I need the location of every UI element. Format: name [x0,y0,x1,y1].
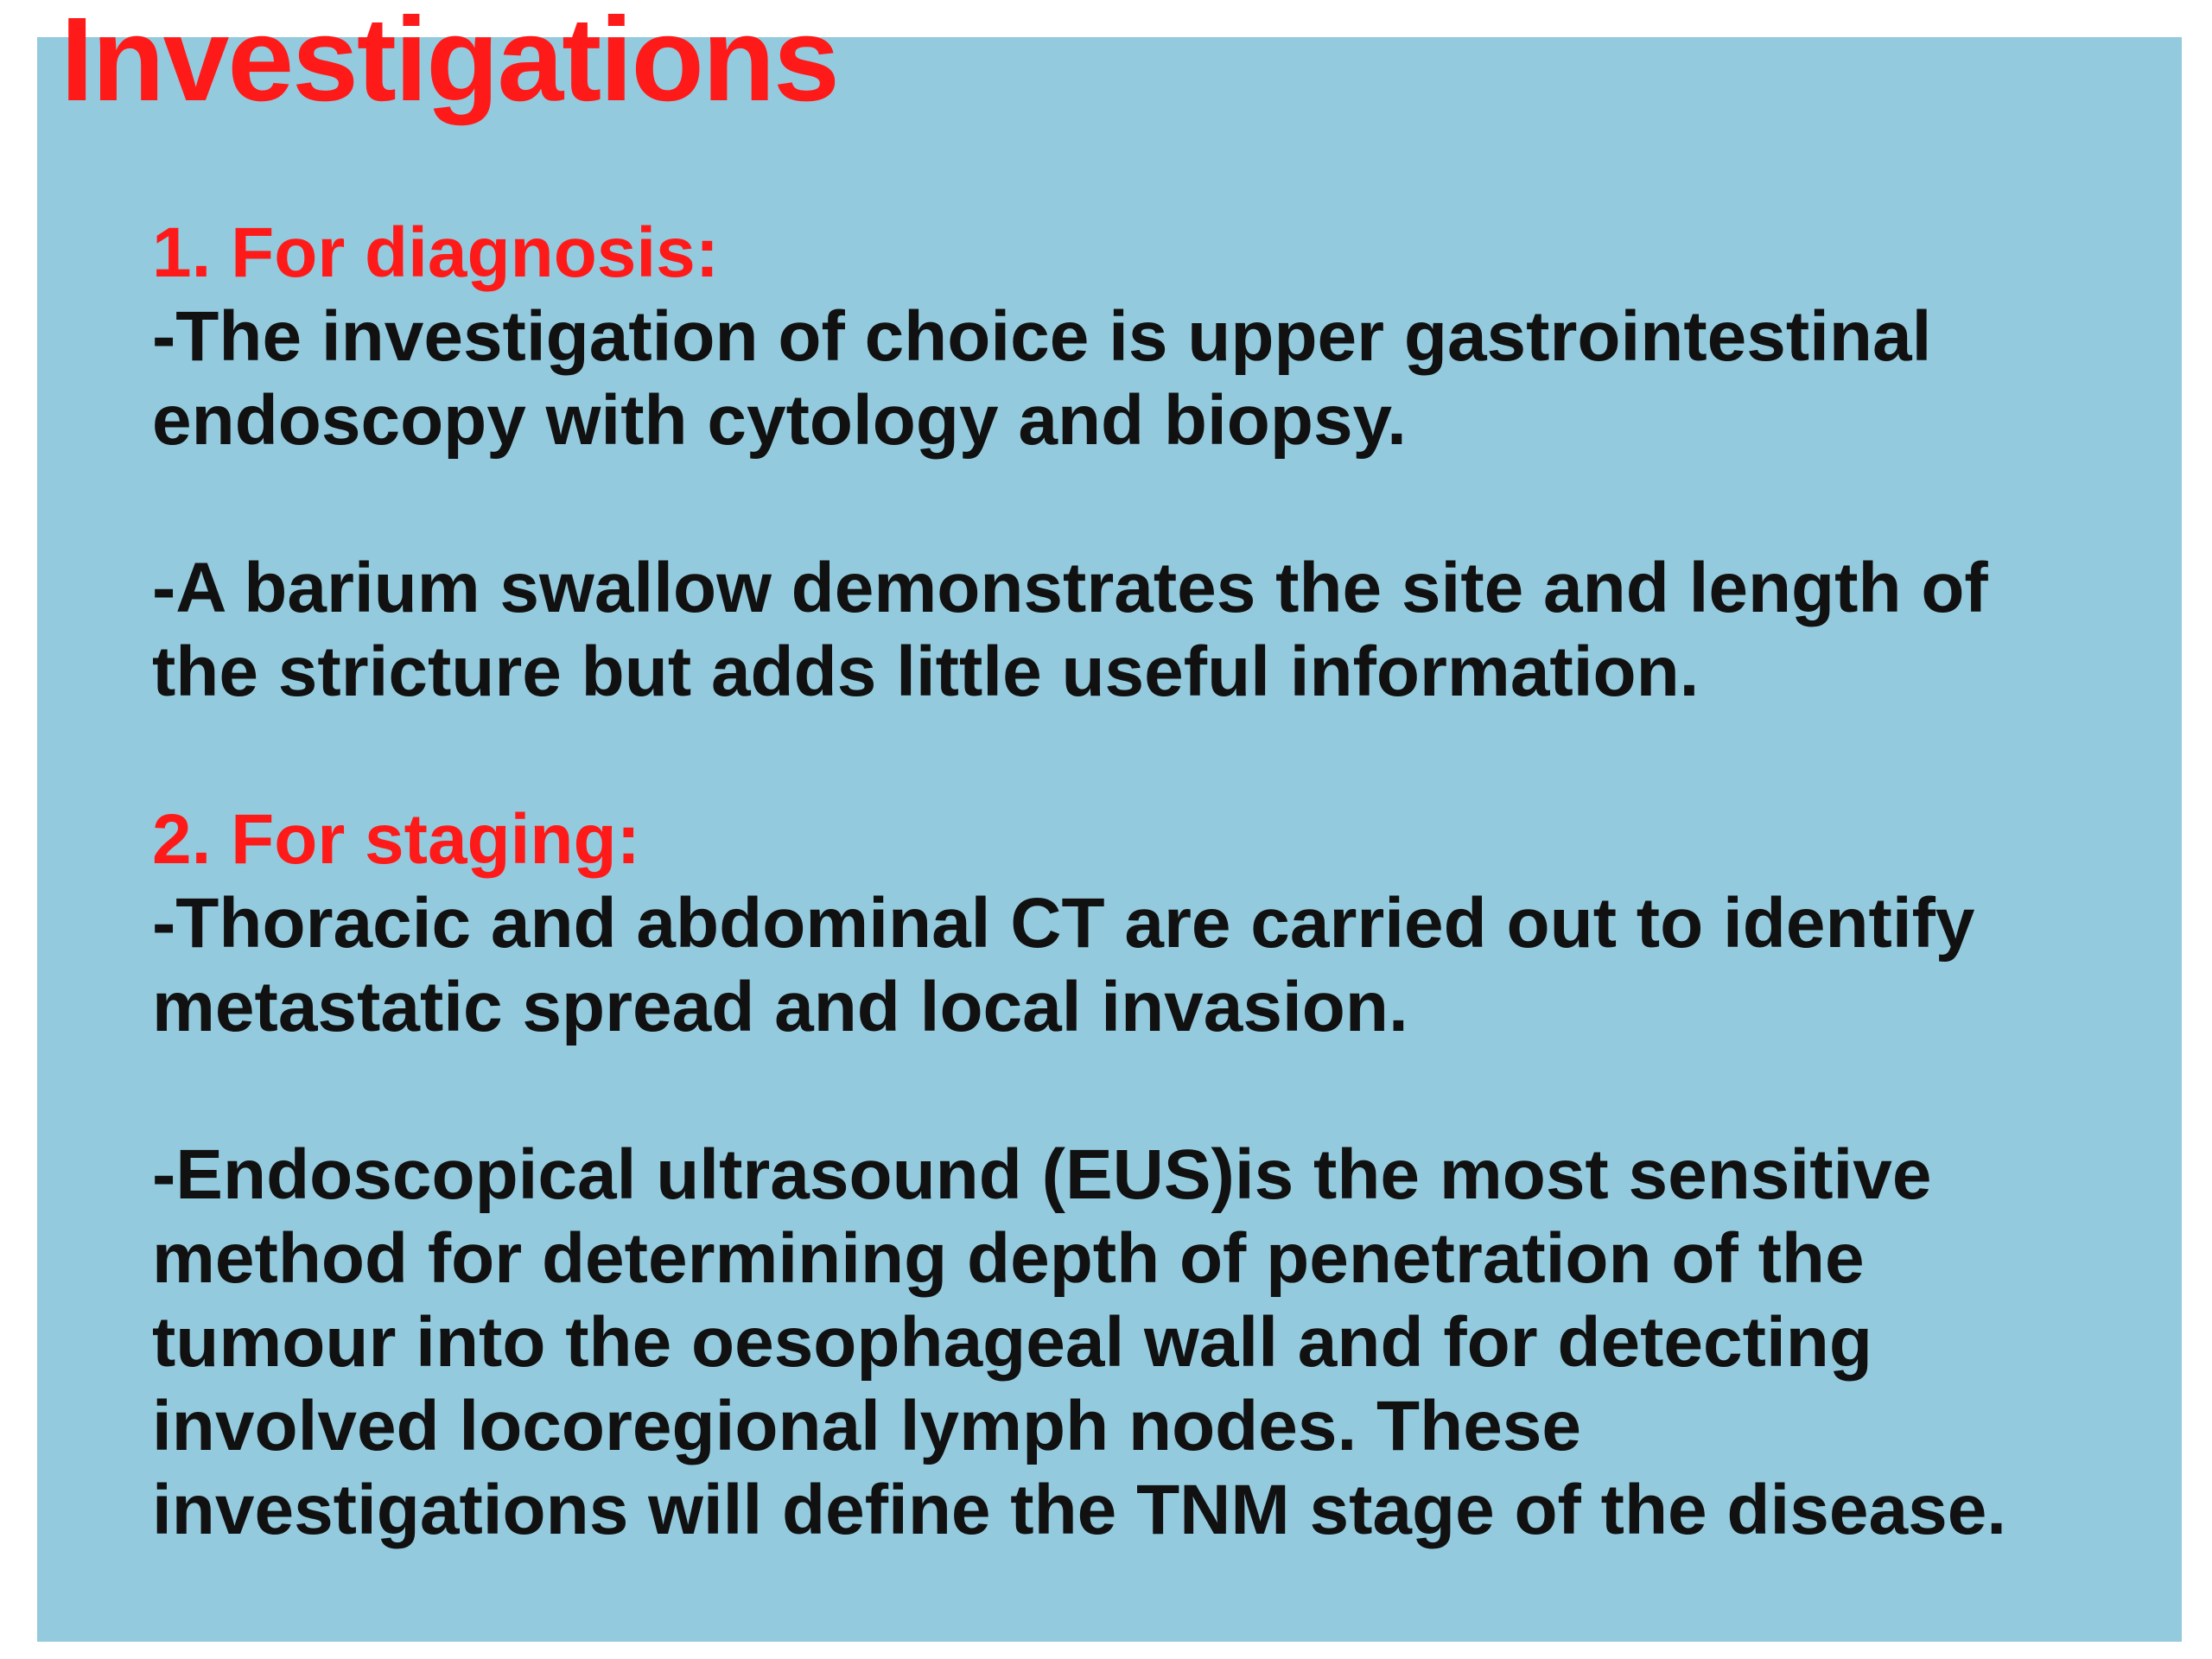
section-heading-diagnosis: 1. For diagnosis: [152,213,720,292]
paragraph-spacer [152,714,2165,798]
section-heading-staging: 2. For staging: [152,800,640,879]
staging-paragraph-2-line-1: -Endoscopical ultrasound (EUS)is the most sensitive [152,1135,1932,1214]
diagnosis-paragraph-2-line-1: -A barium swallow demonstrates the site and length of [152,549,1988,627]
slide-title: Investigations [60,0,838,126]
staging-paragraph-2-line-4: involved locoregional lymph nodes. These [152,1387,1582,1465]
staging-paragraph-1-line-2: metastatic spread and local invasion. [152,968,1408,1046]
diagnosis-paragraph-1-line-2: endoscopy with cytology and biopsy. [152,381,1407,460]
staging-paragraph-2-line-5: investigations will define the TNM stage of the disease. [152,1471,2007,1549]
staging-paragraph-1-line-1: -Thoracic and abdominal CT are carried out to identify [152,884,1975,963]
paragraph-spacer [152,462,2165,546]
staging-paragraph-2-line-2: method for determining depth of penetration of the [152,1219,1865,1298]
paragraph-spacer [152,1049,2165,1133]
diagnosis-paragraph-2-line-2: the stricture but adds little useful information. [152,632,1700,711]
diagnosis-paragraph-1-line-1: -The investigation of choice is upper gastrointestinal [152,297,1932,376]
slide-body [152,211,2165,1552]
staging-paragraph-2-line-3: tumour into the oesophageal wall and for detecting [152,1303,1872,1382]
